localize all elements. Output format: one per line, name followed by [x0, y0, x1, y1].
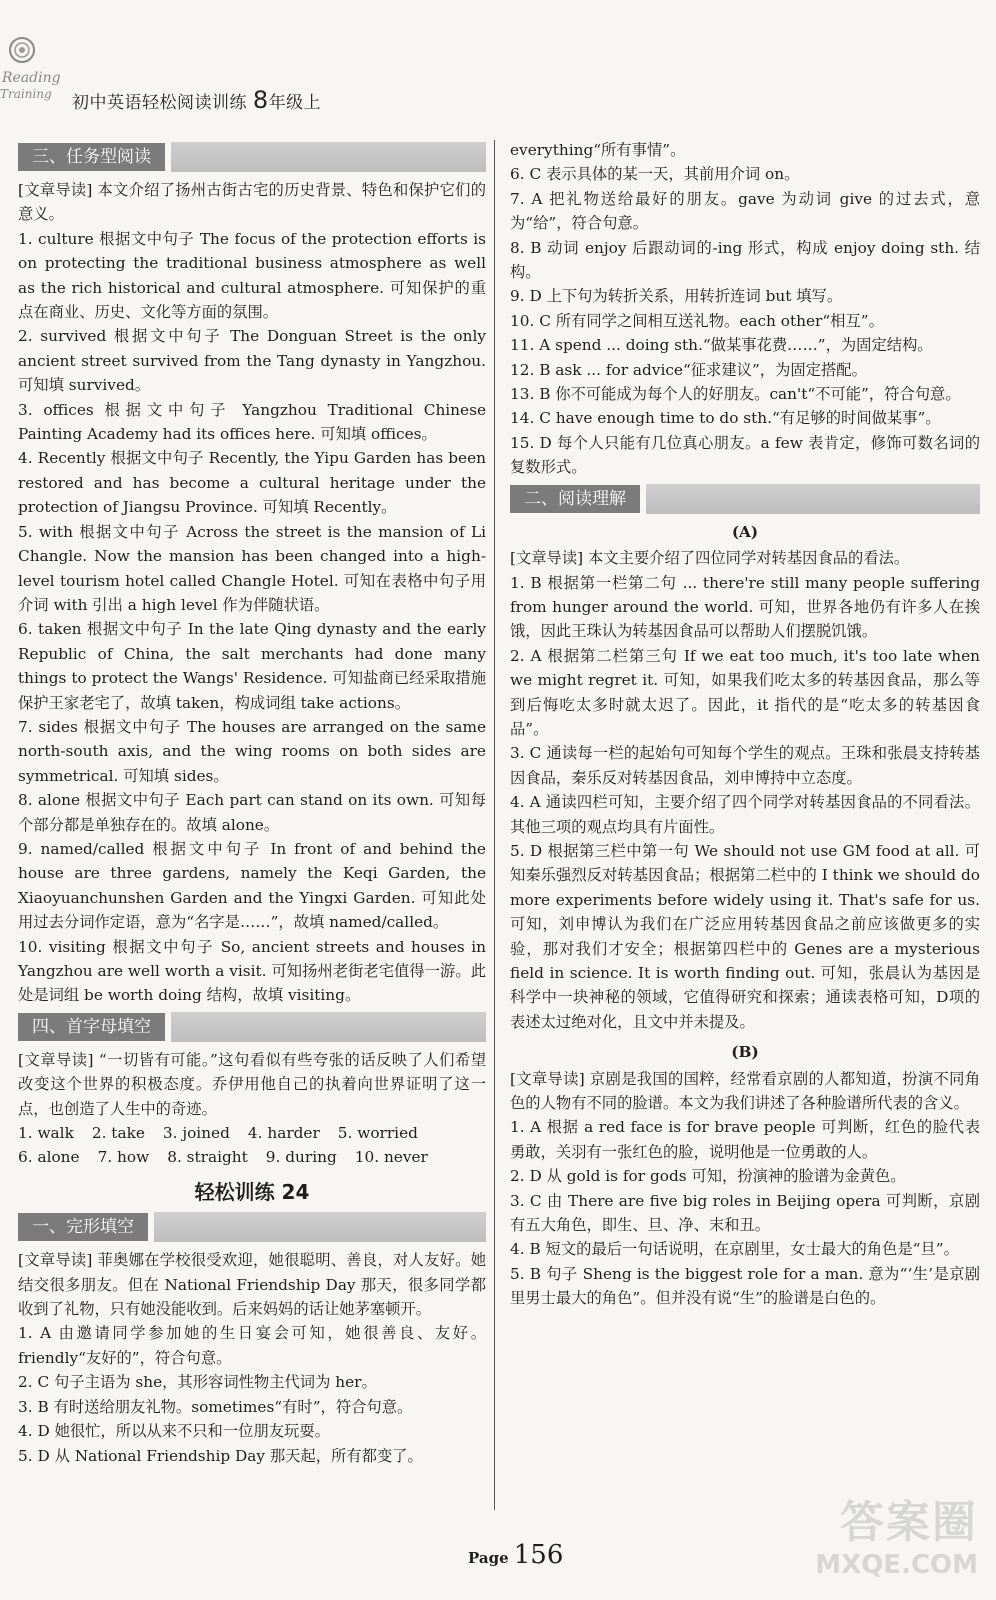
- passage-b-heading: (B): [731, 1043, 759, 1062]
- answer-word: 2. take: [91, 1124, 145, 1143]
- answer-word: 8. straight: [167, 1148, 248, 1167]
- section-bar: [171, 1012, 486, 1042]
- section-header-reading-comprehension: [510, 484, 980, 514]
- answer-item: 11. A spend ... doing sth.“做某事花费……”，为固定结构。: [510, 336, 933, 355]
- article-intro: [文章导读] 本文介绍了扬州古街古宅的历史背景、特色和保护它们的意义。: [18, 181, 486, 224]
- answer-item: 10. C 所有同学之间相互送礼物。each other“相互”。: [510, 311, 884, 330]
- answer-item: 10. visiting 根据文中句子 So, ancient streets and houses in Yangzhou are well worth a visit. 可知扬州老街老宅值得一游。此处是词组 be worth doing 结构，故填 visiting。: [18, 937, 486, 1005]
- answer-item: 14. C have enough time to do sth.“有足够的时间做某事”。: [510, 409, 941, 428]
- watermark-url: MXQE.COM: [815, 1550, 978, 1580]
- answer-item: 2. A 根据第二栏第三句 If we eat too much, it's too late when we might regret it. 可知，如果我们吃太多的转基因食品，那么等到后悔吃太多时就太迟了。因此，it 指代的是“吃太多的转基因食品”。: [510, 646, 980, 738]
- grade-suffix: 年级上: [268, 93, 322, 113]
- answer-word: 7. how: [97, 1148, 150, 1167]
- answer-word: 1. walk: [18, 1124, 74, 1143]
- grade-number: 8: [252, 86, 269, 114]
- answer-item: 2. D 从 gold is for gods 可知，扮演神的脸谱为金黄色。: [510, 1167, 906, 1186]
- book-title: 初中英语轻松阅读训练: [72, 93, 247, 113]
- answer-item: 2. C 句子主语为 she，其形容词性物主代词为 her。: [18, 1373, 377, 1392]
- answer-item: 5. B 句子 Sheng is the biggest role for a man. 意为“‘生’是京剧里男士最大的角色”。但并没有说“生”的脸谱是白色的。: [510, 1264, 980, 1308]
- answer-item: everything“所有事情”。: [510, 141, 686, 159]
- answer-word: 4. harder: [247, 1124, 320, 1143]
- answer-item: 6. C 表示具体的某一天，其前用介词 on。: [510, 165, 800, 184]
- reading-logo-icon: [0, 30, 72, 120]
- section-label: 二、阅读理解: [510, 485, 640, 513]
- page-number-value: 156: [513, 1540, 564, 1570]
- answer-item: 7. sides 根据文中句子 The houses are arranged on the same north-south axis, and the wing rooms on both sides are symmetrical. 可知填 sides。: [18, 717, 486, 785]
- answer-item: 3. C 通读每一栏的起始句可知每个学生的观点。王珠和张晨支持转基因食品，秦乐反对转基因食品，刘申博持中立态度。: [510, 744, 980, 787]
- answer-item: 8. alone 根据文中句子 Each part can stand on its own. 可知每个部分都是单独存在的。故填 alone。: [18, 791, 486, 834]
- answer-item: 5. with 根据文中句子 Across the street is the mansion of Li Changle. Now the mansion has been changed into a high-level tourism hotel called Changle Hotel. 可知在表格中句子用介词 with 引出 a high level 作为伴随状语。: [18, 522, 486, 614]
- section-bar: [171, 142, 486, 172]
- answer-row: [18, 1121, 486, 1145]
- answer-row: [18, 1145, 486, 1169]
- section-header-cloze: [18, 1212, 486, 1242]
- answer-item: 7. A 把礼物送给最好的朋友。gave 为动词 give 的过去式，意为“给”，符合句意。: [510, 189, 980, 233]
- answer-item: 4. A 通读四栏可知，主要介绍了四个同学对转基因食品的不同看法。其他三项的观点均具有片面性。: [510, 793, 980, 836]
- page-label: Page: [468, 1549, 509, 1567]
- section-bar: [154, 1212, 486, 1242]
- answer-item: 3. offices 根据文中句子 Yangzhou Traditional Chinese Painting Academy had its offices here. 可知填 offices。: [18, 400, 486, 444]
- answer-item: 6. taken 根据文中句子 In the late Qing dynasty and the early Republic of China, the salt merchants had done many things to protect the Wangs' Residence. 可知盐商已经采取措施保护王家老宅了，故填 taken，构成词组 take actions。: [18, 620, 486, 712]
- watermark: [815, 1486, 978, 1580]
- svg-text:Training: Training: [0, 87, 52, 101]
- article-intro: [文章导读] 菲奥娜在学校很受欢迎，她很聪明、善良，对人友好。她结交很多朋友。但在 National Friendship Day 那天，很多同学都收到了礼物，只有她没能收到。后来妈妈的话让她茅塞顿开。: [18, 1251, 486, 1319]
- answer-item: 8. B 动词 enjoy 后跟动词的-ing 形式，构成 enjoy doing sth. 结构。: [510, 238, 980, 282]
- answer-item: 15. D 每个人只能有几位真心朋友。a few 表肯定，修饰可数名词的复数形式。: [510, 433, 980, 477]
- article-intro: [文章导读] 京剧是我国的国粹，经常看京剧的人都知道，扮演不同角色的人物有不同的脸谱。本文为我们讲述了各种脸谱所代表的含义。: [510, 1069, 980, 1113]
- answer-item: 1. B 根据第一栏第二句 ... there're still many people suffering from hunger around the world. 可知，世界各地仍有许多人在挨饿，因此王珠认为转基因食品可以帮助人们摆脱饥饿。: [510, 573, 980, 641]
- answer-item: 3. B 有时送给朋友礼物。sometimes“有时”，符合句意。: [18, 1397, 413, 1416]
- book-logo: [0, 30, 72, 120]
- section-label: 一、完形填空: [18, 1213, 148, 1241]
- right-column: [510, 138, 980, 1311]
- section-label: 四、首字母填空: [18, 1013, 165, 1041]
- answer-item: 9. D 上下句为转折关系，用转折连词 but 填写。: [510, 287, 843, 306]
- answer-word: 10. never: [354, 1148, 428, 1167]
- article-intro: [文章导读] 本文主要介绍了四位同学对转基因食品的看法。: [510, 549, 910, 568]
- lesson-title: 轻松训练 24: [194, 1179, 310, 1204]
- answer-word: 3. joined: [162, 1124, 230, 1143]
- answer-item: 1. culture 根据文中句子 The focus of the protection efforts is on protecting the traditional business atmosphere as well as the rich historical and cultural atmosphere. 可知保护的重点在商业、历史、文化等方面的氛围。: [18, 229, 486, 322]
- page-number: [468, 1540, 563, 1570]
- answer-item: 4. D 她很忙，所以从来不只和一位朋友玩耍。: [18, 1422, 330, 1441]
- answer-item: 4. Recently 根据文中句子 Recently, the Yipu Garden has been restored and has become a cultural heritage under the protection of Jiangsu Province. 可知填 Recently。: [18, 449, 486, 517]
- answer-item: 9. named/called 根据文中句子 In front of and behind the house are three gardens, namely the Keqi Garden, the Xiaoyuanchunshen Garden and the Yingxi Garden. 可知此处用过去分词作定语，意为“名字是……”，故填 named/called。: [18, 839, 486, 932]
- answer-word: 9. during: [265, 1148, 337, 1167]
- answer-item: 4. B 短文的最后一句话说明，在京剧里，女士最大的角色是“旦”。: [510, 1240, 959, 1259]
- watermark-logo-text: 答案圈: [840, 1497, 978, 1548]
- book-header: [72, 86, 321, 114]
- section-header-task-reading: [18, 142, 486, 172]
- answer-item: 12. B ask ... for advice“征求建议”，为固定搭配。: [510, 360, 867, 379]
- answer-word: 6. alone: [18, 1148, 80, 1167]
- answer-item: 13. B 你不可能成为每个人的好朋友。can't“不可能”，符合句意。: [510, 385, 961, 404]
- answer-item: 1. A 根据 a red face is for brave people 可判断，红色的脸代表勇敢，关羽有一张红色的脸，说明他是一位勇敢的人。: [510, 1118, 980, 1161]
- answer-item: 3. C 由 There are five big roles in Beijing opera 可判断，京剧有五大角色，即生、旦、净、末和丑。: [510, 1191, 980, 1235]
- section-label: 三、任务型阅读: [18, 143, 165, 171]
- section-bar: [646, 484, 980, 514]
- article-intro: [文章导读] “一切皆有可能。”这句看似有些夸张的话反映了人们希望改变这个世界的积极态度。乔伊用他自己的执着向世界证明了这一点，也创造了人生中的奇迹。: [18, 1050, 486, 1118]
- column-divider: [494, 140, 495, 1510]
- svg-text:Reading: Reading: [2, 70, 61, 86]
- answer-word: 5. worried: [337, 1124, 418, 1143]
- section-header-initial-letter: [18, 1012, 486, 1042]
- answer-item: 5. D 从 National Friendship Day 那天起，所有都变了。: [18, 1446, 423, 1465]
- left-column: [18, 138, 486, 1468]
- answer-item: 2. survived 根据文中句子 The Donguan Street is the only ancient street survived from the Tang dynasty in Yangzhou. 可知填 survived。: [18, 327, 486, 395]
- passage-a-heading: (A): [731, 522, 759, 541]
- answer-item: 1. A 由邀请同学参加她的生日宴会可知，她很善良、友好。friendly“友好的”，符合句意。: [18, 1324, 486, 1367]
- answer-item: 5. D 根据第三栏中第一句 We should not use GM food at all. 可知秦乐强烈反对转基因食品；根据第二栏中的 I think we should do more experiments before widely using it. That's safe for us. 可知，刘申博认为我们在广泛应用转基因食品之前应该做更多的实验，那对我们才安全；根据第四栏中的 Genes are a mysterious field in science. It is worth finding out. 可知，张晨认为基因是科学中一块神秘的领域，它值得研究和探索；通读表格可知，D项的表述太过绝对化，且文中并未提及。: [510, 841, 980, 1031]
